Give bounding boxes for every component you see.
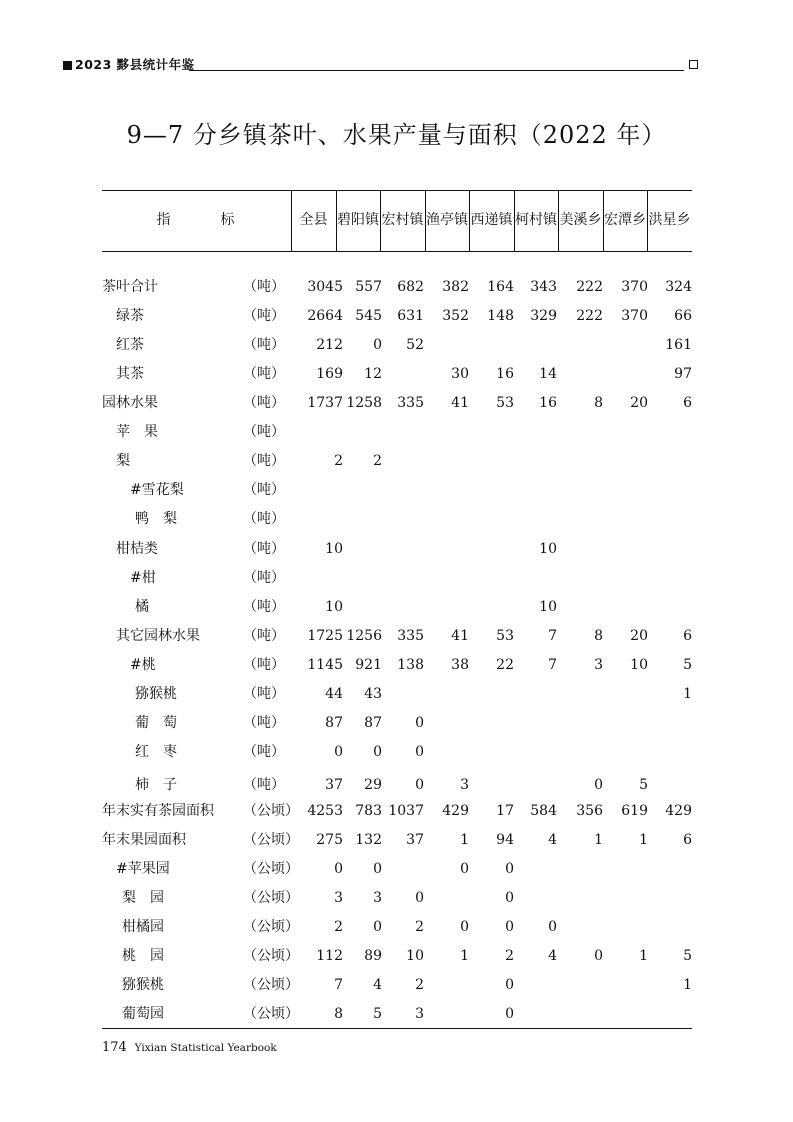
table-cell: 12 bbox=[364, 366, 382, 382]
table-cell: 3 bbox=[460, 777, 469, 793]
table-row bbox=[0, 800, 793, 822]
table-cell: 10 bbox=[630, 657, 648, 673]
table-cell: 429 bbox=[442, 803, 469, 819]
row-label: #柑 bbox=[130, 570, 156, 586]
table-cell: 1 bbox=[594, 832, 603, 848]
table-cell: 0 bbox=[334, 744, 343, 760]
table-cell: 3 bbox=[415, 1006, 424, 1022]
table-cell: 275 bbox=[316, 832, 343, 848]
table-row bbox=[0, 276, 793, 298]
row-unit: （吨） bbox=[243, 395, 285, 411]
table-row bbox=[0, 508, 793, 530]
row-label: 苹 果 bbox=[116, 424, 158, 440]
row-label: 年末果园面积 bbox=[102, 832, 186, 848]
table-cell: 97 bbox=[674, 366, 692, 382]
table-cell: 3 bbox=[594, 657, 603, 673]
table-cell: 212 bbox=[316, 337, 343, 353]
table-cell: 38 bbox=[451, 657, 469, 673]
table-cell: 1037 bbox=[388, 803, 424, 819]
table-cell: 557 bbox=[355, 279, 382, 295]
row-unit: （吨） bbox=[243, 570, 285, 586]
row-unit: （吨） bbox=[243, 744, 285, 760]
table-cell: 370 bbox=[621, 308, 648, 324]
table-cell: 37 bbox=[325, 777, 343, 793]
header-column-divider bbox=[380, 190, 381, 251]
row-unit: （吨） bbox=[243, 337, 285, 353]
table-row bbox=[0, 712, 793, 734]
table-cell: 169 bbox=[316, 366, 343, 382]
table-cell: 222 bbox=[576, 279, 603, 295]
row-unit: （公顷） bbox=[243, 861, 299, 877]
table-cell: 1 bbox=[460, 948, 469, 964]
header-square-icon bbox=[63, 61, 72, 70]
table-cell: 619 bbox=[621, 803, 648, 819]
table-cell: 4 bbox=[548, 948, 557, 964]
row-unit: （吨） bbox=[243, 453, 285, 469]
row-label: 其茶 bbox=[116, 366, 144, 382]
table-cell: 10 bbox=[539, 599, 557, 615]
header-text: 2023 黟县统计年鉴 bbox=[75, 57, 195, 72]
page-number: 174 bbox=[102, 1040, 127, 1055]
header-cell-column: 全县 bbox=[299, 212, 328, 228]
table-cell: 22 bbox=[496, 657, 514, 673]
table-cell: 1258 bbox=[346, 395, 382, 411]
table-cell: 16 bbox=[539, 395, 557, 411]
table-cell: 343 bbox=[530, 279, 557, 295]
table-cell: 30 bbox=[451, 366, 469, 382]
row-label: 柿 子 bbox=[135, 777, 177, 793]
row-unit: （吨） bbox=[243, 308, 285, 324]
table-cell: 2 bbox=[415, 977, 424, 993]
table-cell: 324 bbox=[665, 279, 692, 295]
table-cell: 0 bbox=[373, 744, 382, 760]
table-cell: 10 bbox=[325, 599, 343, 615]
row-unit: （吨） bbox=[243, 686, 285, 702]
row-label: 猕猴桃 bbox=[135, 686, 177, 702]
table-row bbox=[0, 654, 793, 676]
header-box-icon bbox=[689, 60, 698, 69]
header-cell-column: 西递镇 bbox=[470, 212, 513, 228]
table-cell: 0 bbox=[460, 919, 469, 935]
table-cell: 53 bbox=[496, 395, 514, 411]
table-cell: 20 bbox=[630, 395, 648, 411]
row-unit: （吨） bbox=[243, 715, 285, 731]
table-cell: 329 bbox=[530, 308, 557, 324]
row-unit: （公顷） bbox=[243, 832, 299, 848]
header-column-divider bbox=[336, 190, 337, 251]
table-cell: 0 bbox=[415, 777, 424, 793]
row-unit: （公顷） bbox=[243, 948, 299, 964]
table-cell: 66 bbox=[674, 308, 692, 324]
header-cell-column: 美溪乡 bbox=[559, 212, 602, 228]
table-row bbox=[0, 334, 793, 356]
header-rule bbox=[189, 70, 684, 71]
row-unit: （公顷） bbox=[243, 890, 299, 906]
row-unit: （公顷） bbox=[243, 803, 299, 819]
table-cell: 545 bbox=[355, 308, 382, 324]
table-cell: 370 bbox=[621, 279, 648, 295]
table-cell: 5 bbox=[683, 948, 692, 964]
table-cell: 0 bbox=[373, 861, 382, 877]
header-column-divider bbox=[603, 190, 604, 251]
table-cell: 2 bbox=[334, 919, 343, 935]
header-column-divider bbox=[558, 190, 559, 251]
table-cell: 43 bbox=[364, 686, 382, 702]
table-row bbox=[0, 887, 793, 909]
row-unit: （吨） bbox=[243, 628, 285, 644]
header-column-divider bbox=[647, 190, 648, 251]
table-cell: 4 bbox=[373, 977, 382, 993]
row-unit: （吨） bbox=[243, 366, 285, 382]
table-cell: 41 bbox=[451, 395, 469, 411]
row-label: 梨 园 bbox=[122, 890, 164, 906]
table-cell: 1 bbox=[639, 948, 648, 964]
table-cell: 335 bbox=[397, 395, 424, 411]
table-cell: 5 bbox=[683, 657, 692, 673]
table-cell: 87 bbox=[364, 715, 382, 731]
table-cell: 8 bbox=[594, 395, 603, 411]
table-cell: 0 bbox=[415, 744, 424, 760]
row-label: 桃 园 bbox=[122, 948, 164, 964]
header-column-divider bbox=[514, 190, 515, 251]
table-cell: 16 bbox=[496, 366, 514, 382]
table-row bbox=[0, 538, 793, 560]
row-unit: （吨） bbox=[243, 511, 285, 527]
row-unit: （吨） bbox=[243, 777, 285, 793]
table-cell: 87 bbox=[325, 715, 343, 731]
table-cell: 783 bbox=[355, 803, 382, 819]
table-cell: 10 bbox=[539, 541, 557, 557]
header-cell-column: 碧阳镇 bbox=[337, 212, 379, 228]
header-column-divider bbox=[425, 190, 426, 251]
row-unit: （公顷） bbox=[243, 919, 299, 935]
table-cell: 3 bbox=[334, 890, 343, 906]
table-cell: 429 bbox=[665, 803, 692, 819]
table-cell: 0 bbox=[505, 1006, 514, 1022]
row-unit: （吨） bbox=[243, 541, 285, 557]
table-cell: 2664 bbox=[307, 308, 343, 324]
table-row bbox=[0, 567, 793, 589]
table-cell: 2 bbox=[373, 453, 382, 469]
table-cell: 352 bbox=[442, 308, 469, 324]
table-row bbox=[0, 625, 793, 647]
table-row bbox=[0, 1003, 793, 1025]
page-title: 9—7 分乡镇茶叶、水果产量与面积（2022 年） bbox=[126, 121, 667, 149]
row-label: #桃 bbox=[130, 657, 156, 673]
table-cell: 1145 bbox=[307, 657, 343, 673]
table-row bbox=[0, 392, 793, 414]
table-cell: 1 bbox=[639, 832, 648, 848]
row-label: 其它园林水果 bbox=[116, 628, 200, 644]
table-cell: 7 bbox=[334, 977, 343, 993]
table-row bbox=[0, 363, 793, 385]
row-label: #苹果园 bbox=[116, 861, 170, 877]
table-cell: 8 bbox=[594, 628, 603, 644]
table-cell: 3 bbox=[373, 890, 382, 906]
table-row bbox=[0, 741, 793, 763]
row-label: 梨 bbox=[116, 453, 130, 469]
table-row bbox=[0, 945, 793, 967]
header-column-divider bbox=[469, 190, 470, 251]
table-cell: 584 bbox=[530, 803, 557, 819]
table-cell: 138 bbox=[397, 657, 424, 673]
table-cell: 0 bbox=[373, 337, 382, 353]
table-cell: 44 bbox=[325, 686, 343, 702]
table-row bbox=[0, 829, 793, 851]
table-cell: 1725 bbox=[307, 628, 343, 644]
table-cell: 112 bbox=[316, 948, 343, 964]
table-row bbox=[0, 305, 793, 327]
table-cell: 631 bbox=[397, 308, 424, 324]
table-row bbox=[0, 683, 793, 705]
header-cell-column: 宏潭乡 bbox=[604, 212, 646, 228]
row-unit: （公顷） bbox=[243, 1006, 299, 1022]
table-cell: 682 bbox=[397, 279, 424, 295]
table-cell: 1 bbox=[683, 686, 692, 702]
table-cell: 356 bbox=[576, 803, 603, 819]
table-cell: 37 bbox=[406, 832, 424, 848]
header-cell-indicator: 指 标 bbox=[156, 212, 237, 228]
table-cell: 94 bbox=[496, 832, 514, 848]
table-cell: 222 bbox=[576, 308, 603, 324]
row-unit: （吨） bbox=[243, 424, 285, 440]
table-cell: 1 bbox=[460, 832, 469, 848]
table-cell: 0 bbox=[594, 777, 603, 793]
table-cell: 6 bbox=[683, 832, 692, 848]
table-cell: 0 bbox=[505, 861, 514, 877]
table-cell: 1737 bbox=[307, 395, 343, 411]
table-row bbox=[0, 974, 793, 996]
table-row bbox=[0, 596, 793, 618]
table-row bbox=[0, 858, 793, 880]
row-unit: （吨） bbox=[243, 657, 285, 673]
table-cell: 0 bbox=[505, 977, 514, 993]
header-cell-column: 渔亭镇 bbox=[426, 212, 468, 228]
table-cell: 89 bbox=[364, 948, 382, 964]
table-cell: 0 bbox=[415, 715, 424, 731]
table-cell: 5 bbox=[639, 777, 648, 793]
table-cell: 2 bbox=[415, 919, 424, 935]
table-cell: 2 bbox=[505, 948, 514, 964]
row-label: 橘 bbox=[135, 599, 149, 615]
table-header-rule bbox=[102, 251, 692, 252]
table-cell: 8 bbox=[334, 1006, 343, 1022]
table-cell: 53 bbox=[496, 628, 514, 644]
table-cell: 0 bbox=[334, 861, 343, 877]
table-row bbox=[0, 450, 793, 472]
table-cell: 17 bbox=[496, 803, 514, 819]
table-cell: 52 bbox=[406, 337, 424, 353]
page-footer bbox=[102, 1040, 277, 1055]
table-cell: 0 bbox=[415, 890, 424, 906]
table-cell: 161 bbox=[665, 337, 692, 353]
row-label: 柑桔类 bbox=[116, 541, 158, 557]
row-label: 葡 萄 bbox=[135, 715, 177, 731]
header-cell-column: 宏村镇 bbox=[381, 212, 424, 228]
header-column-divider bbox=[291, 190, 292, 251]
table-cell: 0 bbox=[594, 948, 603, 964]
table-cell: 5 bbox=[373, 1006, 382, 1022]
table-row bbox=[0, 916, 793, 938]
row-unit: （吨） bbox=[243, 279, 285, 295]
table-cell: 1256 bbox=[346, 628, 382, 644]
table-cell: 29 bbox=[364, 777, 382, 793]
row-label: 茶叶合计 bbox=[102, 279, 158, 295]
table-cell: 10 bbox=[325, 541, 343, 557]
table-cell: 14 bbox=[539, 366, 557, 382]
table-cell: 0 bbox=[460, 861, 469, 877]
row-unit: （吨） bbox=[243, 599, 285, 615]
table-cell: 382 bbox=[442, 279, 469, 295]
table-cell: 0 bbox=[505, 919, 514, 935]
table-cell: 1 bbox=[683, 977, 692, 993]
row-label: 鸭 梨 bbox=[135, 511, 177, 527]
row-label: 绿茶 bbox=[116, 308, 144, 324]
table-cell: 0 bbox=[505, 890, 514, 906]
table-cell: 6 bbox=[683, 628, 692, 644]
table-cell: 4253 bbox=[307, 803, 343, 819]
table-row bbox=[0, 421, 793, 443]
row-label: #雪花梨 bbox=[130, 482, 184, 498]
row-label: 柑橘园 bbox=[122, 919, 164, 935]
header-cell-column: 洪星乡 bbox=[648, 212, 691, 228]
table-cell: 164 bbox=[487, 279, 514, 295]
row-unit: （公顷） bbox=[243, 977, 299, 993]
table-cell: 4 bbox=[548, 832, 557, 848]
table-cell: 6 bbox=[683, 395, 692, 411]
table-cell: 7 bbox=[548, 657, 557, 673]
table-row bbox=[0, 774, 793, 796]
table-cell: 921 bbox=[355, 657, 382, 673]
table-cell: 10 bbox=[406, 948, 424, 964]
table-bottom-rule bbox=[102, 1028, 692, 1029]
table-cell: 0 bbox=[548, 919, 557, 935]
table-cell: 7 bbox=[548, 628, 557, 644]
row-label: 葡萄园 bbox=[122, 1006, 164, 1022]
footer-text: Yixian Statistical Yearbook bbox=[134, 1042, 277, 1054]
row-label: 年末实有茶园面积 bbox=[102, 803, 214, 819]
table-cell: 3045 bbox=[307, 279, 343, 295]
table-cell: 41 bbox=[451, 628, 469, 644]
row-label: 园林水果 bbox=[102, 395, 158, 411]
row-label: 红茶 bbox=[116, 337, 144, 353]
table-cell: 132 bbox=[355, 832, 382, 848]
table-row bbox=[0, 479, 793, 501]
table-cell: 148 bbox=[487, 308, 514, 324]
table-cell: 2 bbox=[334, 453, 343, 469]
table-cell: 335 bbox=[397, 628, 424, 644]
header-cell-column: 柯村镇 bbox=[515, 212, 557, 228]
row-label: 猕猴桃 bbox=[122, 977, 164, 993]
row-unit: （吨） bbox=[243, 482, 285, 498]
table-cell: 0 bbox=[373, 919, 382, 935]
running-header bbox=[63, 57, 698, 73]
row-label: 红 枣 bbox=[135, 744, 177, 760]
table-cell: 20 bbox=[630, 628, 648, 644]
